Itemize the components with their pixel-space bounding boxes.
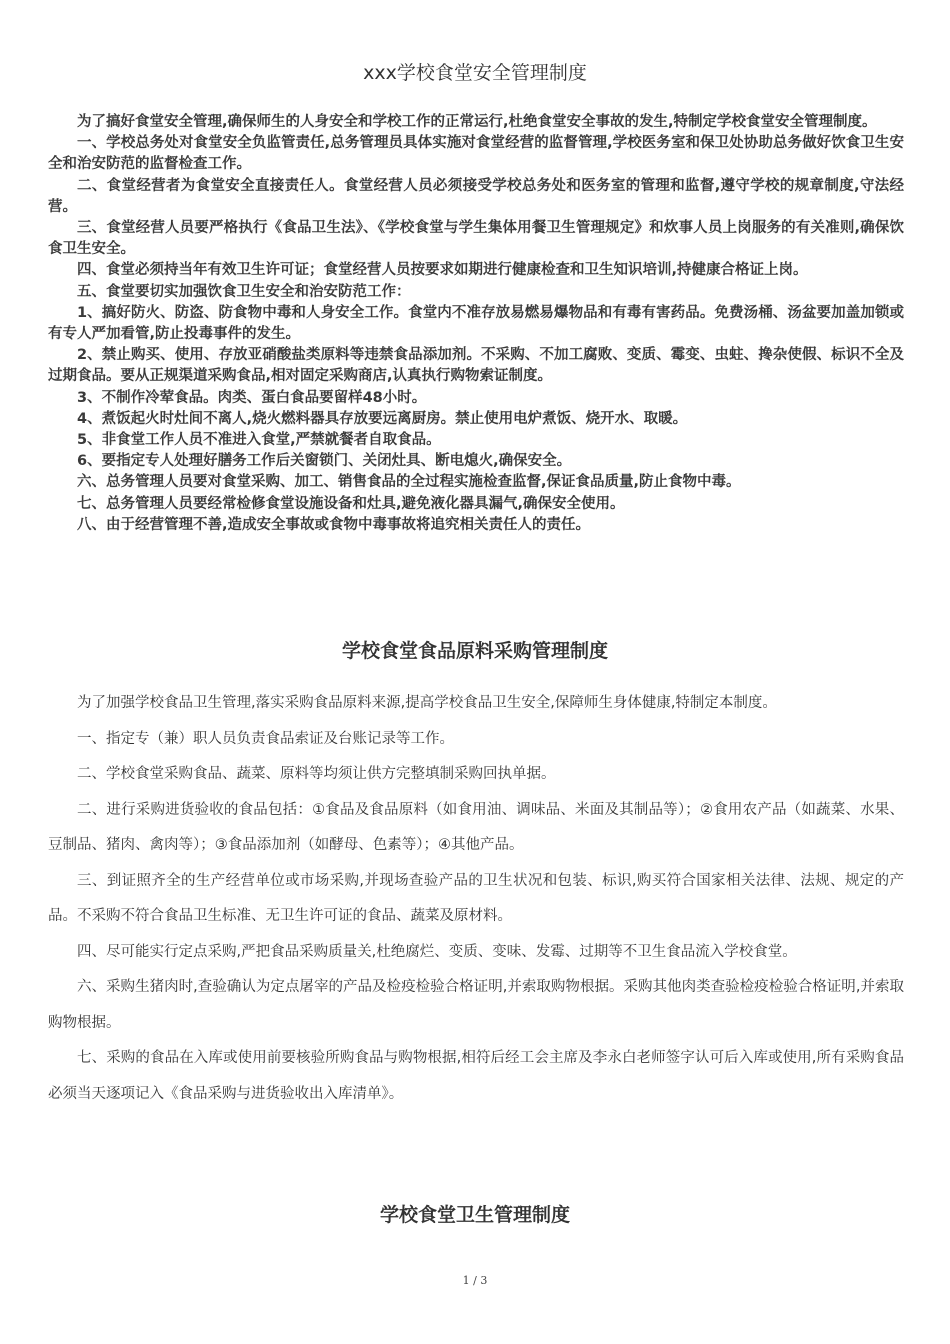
paragraph: 六、采购生猪肉时,查验确认为定点屠宰的产品及检疫检验合格证明,并索取购物根据。采购其他肉类查验检疫检验合格证明,并索取购物根据。 [48, 979, 904, 1031]
paragraph: 二、学校食堂采购食品、蔬菜、原料等均须让供方完整填制采购回执单据。 [77, 766, 556, 782]
page-number: 1 / 3 [462, 1274, 488, 1287]
paragraph: 四、尽可能实行定点采购,严把食品采购质量关,杜绝腐烂、变质、变味、发霉、过期等不卫生食品流入学校食堂。 [77, 943, 797, 960]
paragraph: 八、由于经营管理不善,造成安全事故或食物中毒事故将追究相关责任人的责任。 [77, 516, 591, 533]
paragraph: 2、禁止购买、使用、存放亚硝酸盐类原料等违禁食品添加剂。不采购、不加工腐败、变质、霉变、虫蛀、搀杂使假、标识不全及过期食品。要从正规渠道采购食品,相对固定采购商店,认真执行购物索证制度。 [48, 347, 904, 385]
paragraph: 七、采购的食品在入库或使用前要核验所购食品与购物根据,相符后经工会主席及李永白老师签字认可后入库或使用,所有采购食品必须当天逐项记入《食品采购与进货验收出入库清单》。 [48, 1050, 904, 1102]
paragraph: 4、煮饭起火时灶间不离人,烧火燃料器具存放要远离厨房。禁止使用电炉煮饭、烧开水、取暖。 [77, 410, 688, 427]
paragraph: 七、总务管理人员要经常检修食堂设施设备和灶具,避免液化器具漏气,确保安全使用。 [77, 495, 625, 512]
procurement-rules-section [48, 686, 904, 1112]
paragraph: 六、总务管理人员要对食堂采购、加工、销售食品的全过程实施检查监督,保证食品质量,防止食物中毒。 [77, 474, 741, 491]
paragraph: 四、食堂必须持当年有效卫生许可证；食堂经营人员按要求如期进行健康检查和卫生知识培训,持健康合格证上岗。 [77, 262, 808, 279]
paragraph: 二、进行采购进货验收的食品包括：①食品及食品原料（如食用油、调味品、米面及其制品等）；②食用农产品（如蔬菜、水果、豆制品、猪肉、禽肉等）；③食品添加剂（如酵母、色素等）；④其他产品。 [48, 801, 904, 853]
paragraph: 一、学校总务处对食堂安全负监管责任,总务管理员具体实施对食堂经营的监督管理,学校医务室和保卫处协助总务做好饮食卫生安全和治安防范的监督检查工作。 [48, 135, 904, 173]
paragraph: 5、非食堂工作人员不准进入食堂,严禁就餐者自取食品。 [77, 432, 441, 449]
paragraph: 二、食堂经营者为食堂安全直接责任人。食堂经营人员必须接受学校总务处和医务室的管理和监督,遵守学校的规章制度,守法经营。 [48, 177, 904, 215]
paragraph: 一、指定专（兼）职人员负责食品索证及台账记录等工作。 [77, 730, 454, 747]
paragraph: 为了加强学校食品卫生管理,落实采购食品原料来源,提高学校食品卫生安全,保障师生身体健康,特制定本制度。 [77, 695, 777, 711]
paragraph: 三、食堂经营人员要严格执行《食品卫生法》、《学校食堂与学生集体用餐卫生管理规定》和炊事人员上岗服务的有关准则,确保饮食卫生安全。 [48, 220, 904, 258]
paragraph: 3、不制作冷荤食品。肉类、蛋白食品要留样48小时。 [77, 389, 427, 406]
section-heading-procurement: 学校食堂食品原料采购管理制度 [341, 640, 608, 662]
section-heading-hygiene: 学校食堂卫生管理制度 [379, 1204, 570, 1226]
paragraph: 1、搞好防火、防盗、防食物中毒和人身安全工作。食堂内不准存放易燃易爆物品和有毒有害药品。免费汤桶、汤盆要加盖加锁或有专人严加看管,防止投毒事件的发生。 [48, 304, 904, 343]
document-title: xxx学校食堂安全管理制度 [363, 62, 587, 84]
paragraph: 三、到证照齐全的生产经营单位或市场采购,并现场查验产品的卫生状况和包装、标识,购买符合国家相关法律、法规、规定的产品。不采购不符合食品卫生标准、无卫生许可证的食品、蔬菜及原材料。 [48, 872, 904, 924]
safety-rules-section [48, 112, 904, 536]
paragraph: 6、要指定专人处理好膳务工作后关窗锁门、关闭灶具、断电熄火,确保安全。 [77, 453, 572, 470]
paragraph: 五、食堂要切实加强饮食卫生安全和治安防范工作： [77, 283, 411, 300]
paragraph: 为了搞好食堂安全管理,确保师生的人身安全和学校工作的正常运行,杜绝食堂安全事故的发生,特制定学校食堂安全管理制度。 [77, 114, 877, 130]
